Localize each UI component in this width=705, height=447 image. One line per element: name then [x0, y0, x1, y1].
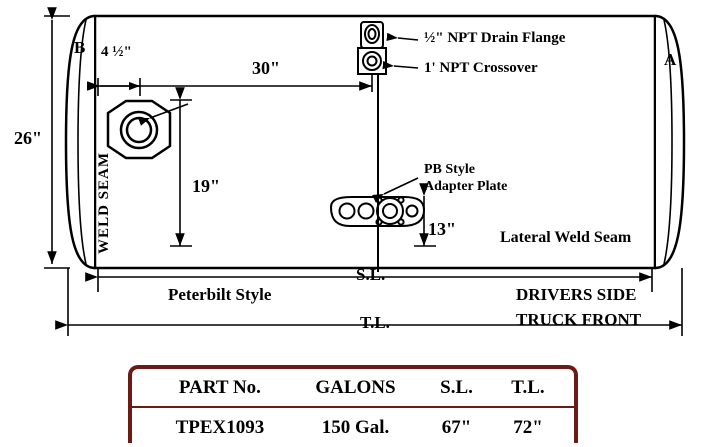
cell-part-no: TPEX1093 [175, 416, 265, 438]
dimension-top-run: 30" [252, 58, 280, 78]
cell-sl: 67" [441, 416, 472, 438]
cell-galons: 150 Gal. [321, 416, 390, 438]
callout-adapter-plate-line1: PB Style [424, 162, 475, 177]
header-part-no: PART No. [178, 376, 261, 398]
callout-adapter-plate-line2: Adapter Plate [424, 179, 508, 194]
dimension-offset: 4 ½" [101, 44, 132, 60]
dimension-fill-height: 19" [192, 176, 220, 196]
callout-drivers-side: DRIVERS SIDE [516, 285, 637, 304]
end-label-right: A [664, 50, 677, 69]
header-sl: S.L. [440, 376, 473, 398]
end-label-left: B [74, 38, 86, 57]
cell-tl: 72" [513, 416, 543, 438]
callout-truck-front: TRUCK FRONT [516, 310, 642, 329]
callout-weld-seam-vertical: WELD SEAM [96, 152, 112, 254]
callout-lateral-weld-seam: Lateral Weld Seam [500, 229, 632, 246]
dimension-height: 26" [14, 128, 42, 148]
header-tl: T.L. [511, 376, 545, 398]
dimension-plate-height: 13" [428, 219, 456, 239]
header-galons: GALONS [315, 376, 396, 398]
callout-drain-flange: ½" NPT Drain Flange [424, 30, 566, 46]
dimension-tl: T.L. [360, 313, 390, 332]
table-row [132, 408, 574, 447]
table-header-row [132, 369, 574, 408]
callout-style: Peterbilt Style [168, 285, 272, 304]
dimension-sl: S.L. [356, 265, 386, 284]
callout-crossover: 1' NPT Crossover [424, 60, 538, 76]
spec-table [128, 365, 578, 443]
